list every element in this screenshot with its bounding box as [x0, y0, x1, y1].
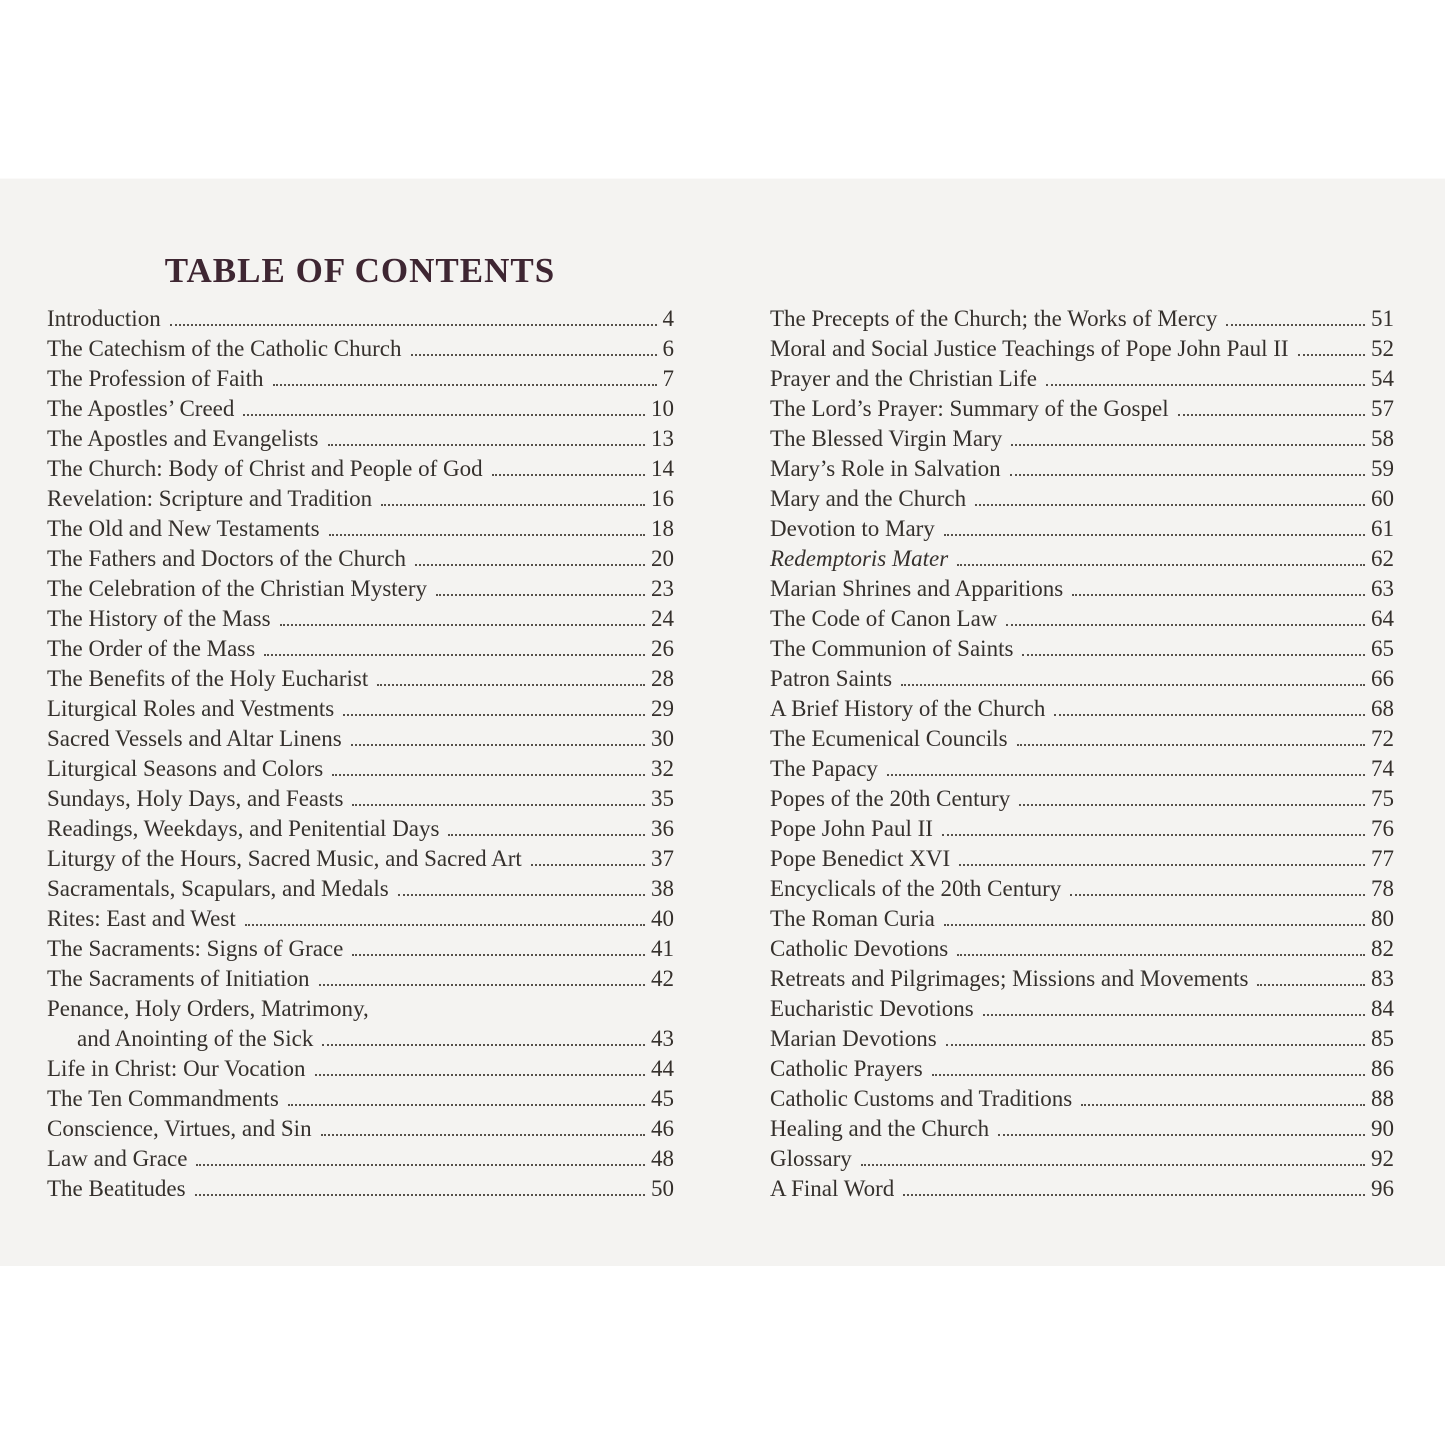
toc-entry — [770, 334, 1394, 364]
toc-entry-label: Rites: East and West — [47, 906, 236, 931]
dot-leader — [887, 774, 1365, 776]
toc-entry-label: Marian Devotions — [770, 1026, 937, 1051]
toc-entry-page: 48 — [651, 1146, 674, 1171]
toc-entry-page: 23 — [651, 576, 674, 601]
toc-entry-label: A Brief History of the Church — [770, 696, 1046, 721]
dot-leader — [196, 1164, 645, 1166]
toc-entry-page: 30 — [651, 726, 674, 751]
toc-entry-page: 82 — [1371, 936, 1394, 961]
toc-entry — [770, 424, 1394, 454]
toc-entry-label: The Fathers and Doctors of the Church — [47, 546, 406, 571]
toc-entry — [47, 724, 674, 754]
toc-entry — [770, 1054, 1394, 1084]
toc-entry-label: Eucharistic Devotions — [770, 996, 974, 1021]
toc-entry — [47, 874, 674, 904]
toc-entry-label: Moral and Social Justice Teachings of Pope John Paul II — [770, 336, 1289, 361]
toc-entry-label: The Order of the Mass — [47, 636, 256, 661]
toc-entry-page: 72 — [1371, 726, 1394, 751]
dot-leader — [170, 324, 657, 326]
toc-entry — [770, 544, 1394, 574]
toc-entry — [770, 664, 1394, 694]
toc-entry-label: The Roman Curia — [770, 906, 935, 931]
toc-entry — [770, 1084, 1394, 1114]
toc-entry — [770, 1024, 1394, 1054]
toc-entry — [770, 1144, 1394, 1174]
dot-leader — [492, 474, 645, 476]
toc-entry — [770, 1114, 1394, 1144]
toc-entry — [47, 334, 674, 364]
dot-leader — [903, 1194, 1365, 1196]
toc-entry-label: Mary and the Church — [770, 486, 967, 511]
dot-leader — [1070, 894, 1365, 896]
toc-entry — [770, 574, 1394, 604]
dot-leader — [959, 864, 1365, 866]
toc-entry-page: 46 — [651, 1116, 674, 1141]
toc-entry-label: The Lord’s Prayer: Summary of the Gospel — [770, 396, 1169, 421]
toc-entry — [770, 304, 1394, 334]
toc-entry — [770, 394, 1394, 424]
page-title: TABLE OF CONTENTS — [164, 251, 556, 290]
toc-entry-label: The Ten Commandments — [47, 1086, 279, 1111]
toc-right-column — [770, 304, 1394, 1204]
dot-leader — [1226, 324, 1365, 326]
toc-entry — [770, 634, 1394, 664]
toc-entry-page: 44 — [651, 1056, 674, 1081]
toc-entry-page: 66 — [1371, 666, 1394, 691]
toc-entry — [47, 754, 674, 784]
dot-leader — [322, 1044, 645, 1046]
toc-entry-label: Glossary — [770, 1146, 852, 1171]
toc-entry-label: Healing and the Church — [770, 1116, 990, 1141]
toc-entry-page: 83 — [1371, 966, 1394, 991]
toc-entry-label: The Papacy — [770, 756, 878, 781]
toc-entry-page: 75 — [1371, 786, 1394, 811]
toc-entry-label: The Catechism of the Catholic Church — [47, 336, 402, 361]
toc-entry-label: Introduction — [47, 306, 161, 331]
toc-entry-page: 80 — [1371, 906, 1394, 931]
toc-entry-label: Encyclicals of the 20th Century — [770, 876, 1062, 901]
toc-entry-page: 35 — [651, 786, 674, 811]
toc-entry-page: 60 — [1371, 486, 1394, 511]
toc-entry-label: A Final Word — [770, 1176, 895, 1201]
dot-leader — [957, 954, 1365, 956]
toc-entry-label: The Church: Body of Christ and People of God — [47, 456, 483, 481]
dot-leader — [944, 924, 1365, 926]
dot-leader — [1046, 384, 1365, 386]
dot-leader — [1010, 474, 1365, 476]
toc-entry-label: Redemptoris Mater — [770, 546, 949, 571]
toc-entry — [47, 664, 674, 694]
toc-entry-page: 85 — [1371, 1026, 1394, 1051]
toc-entry — [770, 844, 1394, 874]
toc-entry-label: The Code of Canon Law — [770, 606, 998, 631]
toc-entry-page: 41 — [651, 936, 674, 961]
toc-entry-page: 43 — [651, 1026, 674, 1051]
toc-entry-page: 96 — [1371, 1176, 1394, 1201]
toc-entry-page: 74 — [1371, 756, 1394, 781]
toc-entry-page: 40 — [651, 906, 674, 931]
toc-entry-page: 51 — [1371, 306, 1394, 331]
dot-leader — [377, 684, 645, 686]
dot-leader — [1178, 414, 1365, 416]
toc-entry-page: 62 — [1371, 546, 1394, 571]
toc-entry — [770, 364, 1394, 394]
toc-entry-page: 78 — [1371, 876, 1394, 901]
toc-entry — [47, 1174, 674, 1204]
toc-entry-page: 18 — [651, 516, 674, 541]
dot-leader — [932, 1074, 1365, 1076]
toc-entry-page: 36 — [651, 816, 674, 841]
toc-entry-label: Catholic Devotions — [770, 936, 949, 961]
toc-entry-label: Pope John Paul II — [770, 816, 933, 841]
dot-leader — [243, 414, 645, 416]
toc-entry — [47, 484, 674, 514]
toc-entry — [47, 964, 674, 994]
toc-entry-page: 57 — [1371, 396, 1394, 421]
toc-entry-page: 50 — [651, 1176, 674, 1201]
toc-entry — [47, 424, 674, 454]
dot-leader — [1006, 624, 1365, 626]
dot-leader — [861, 1164, 1365, 1166]
toc-entry-label: Revelation: Scripture and Tradition — [47, 486, 373, 511]
dot-leader — [381, 504, 645, 506]
toc-entry — [770, 454, 1394, 484]
toc-entry-label: Readings, Weekdays, and Penitential Days — [47, 816, 440, 841]
toc-entry-page: 29 — [651, 696, 674, 721]
dot-leader — [975, 504, 1365, 506]
toc-entry-page: 13 — [651, 426, 674, 451]
toc-entry-label: and Anointing of the Sick — [77, 1026, 314, 1051]
toc-entry — [770, 874, 1394, 904]
toc-entry-label: Sundays, Holy Days, and Feasts — [47, 786, 344, 811]
dot-leader — [942, 834, 1365, 836]
dot-leader — [415, 564, 645, 566]
toc-entry — [770, 514, 1394, 544]
dot-leader — [901, 684, 1365, 686]
toc-entry — [770, 964, 1394, 994]
dot-leader — [411, 354, 657, 356]
dot-leader — [1257, 984, 1365, 986]
toc-entry-label: Liturgical Roles and Vestments — [47, 696, 335, 721]
toc-entry-label: Sacred Vessels and Altar Linens — [47, 726, 342, 751]
toc-entry-label: Catholic Prayers — [770, 1056, 923, 1081]
dot-leader — [332, 774, 645, 776]
toc-entry — [770, 994, 1394, 1024]
toc-entry — [770, 784, 1394, 814]
toc-entry-page: 88 — [1371, 1086, 1394, 1111]
toc-entry — [770, 484, 1394, 514]
toc-entry-label: Liturgical Seasons and Colors — [47, 756, 324, 781]
toc-entry-label: Devotion to Mary — [770, 516, 935, 541]
dot-leader — [944, 534, 1365, 536]
toc-entry-label: Popes of the 20th Century — [770, 786, 1011, 811]
toc-entry-page: 4 — [662, 306, 674, 331]
dot-leader — [328, 444, 646, 446]
toc-left-column — [47, 304, 674, 1204]
dot-leader — [1054, 714, 1365, 716]
toc-entry — [47, 1024, 674, 1054]
dot-leader — [1072, 594, 1365, 596]
toc-entry-page: 68 — [1371, 696, 1394, 721]
toc-entry — [770, 904, 1394, 934]
toc-entry — [47, 1144, 674, 1174]
toc-entry-label: Pope Benedict XVI — [770, 846, 951, 871]
toc-entry-label: The Old and New Testaments — [47, 516, 320, 541]
toc-entry-page: 45 — [651, 1086, 674, 1111]
toc-entry — [47, 844, 674, 874]
toc-entry — [47, 394, 674, 424]
toc-entry-page: 63 — [1371, 576, 1394, 601]
toc-entry — [770, 724, 1394, 754]
toc-entry-label: Law and Grace — [47, 1146, 188, 1171]
toc-entry — [47, 304, 674, 334]
toc-entry-label: The Blessed Virgin Mary — [770, 426, 1003, 451]
toc-entry-page: 86 — [1371, 1056, 1394, 1081]
toc-entry-page: 59 — [1371, 456, 1394, 481]
dot-leader — [352, 804, 645, 806]
toc-entry-label: The Precepts of the Church; the Works of Mercy — [770, 306, 1218, 331]
dot-leader — [195, 1194, 645, 1196]
dot-leader — [398, 894, 645, 896]
toc-entry-page: 84 — [1371, 996, 1394, 1021]
toc-entry-page: 26 — [651, 636, 674, 661]
toc-entry — [770, 814, 1394, 844]
toc-entry — [47, 904, 674, 934]
toc-entry — [47, 1084, 674, 1114]
toc-entry — [47, 634, 674, 664]
toc-entry-page: 65 — [1371, 636, 1394, 661]
toc-entry-label: The Beatitudes — [47, 1176, 186, 1201]
dot-leader — [983, 1014, 1365, 1016]
toc-entry-page: 37 — [651, 846, 674, 871]
toc-entry-page: 64 — [1371, 606, 1394, 631]
toc-entry — [770, 1174, 1394, 1204]
toc-entry — [47, 994, 674, 1024]
toc-entry — [770, 754, 1394, 784]
toc-entry-label: The Apostles’ Creed — [47, 396, 235, 421]
toc-entry — [47, 1054, 674, 1084]
toc-entry — [47, 934, 674, 964]
toc-entry-label: The Celebration of the Christian Mystery — [47, 576, 428, 601]
dot-leader — [319, 984, 645, 986]
toc-entry-page: 38 — [651, 876, 674, 901]
toc-entry — [770, 604, 1394, 634]
dot-leader — [343, 714, 645, 716]
toc-entry-page: 54 — [1371, 366, 1394, 391]
toc-entry-page: 10 — [651, 396, 674, 421]
toc-entry — [47, 574, 674, 604]
dot-leader — [273, 384, 657, 386]
dot-leader — [1011, 444, 1365, 446]
toc-entry-page: 32 — [651, 756, 674, 781]
toc-entry-label: The Profession of Faith — [47, 366, 264, 391]
toc-entry-label: Life in Christ: Our Vocation — [47, 1056, 306, 1081]
toc-entry-page: 52 — [1371, 336, 1394, 361]
toc-entry — [770, 694, 1394, 724]
dot-leader — [1019, 804, 1365, 806]
toc-entry — [47, 544, 674, 574]
toc-entry-page: 61 — [1371, 516, 1394, 541]
toc-entry-label: Mary’s Role in Salvation — [770, 456, 1001, 481]
toc-entry-label: Conscience, Virtues, and Sin — [47, 1116, 312, 1141]
toc-entry — [47, 694, 674, 724]
toc-entry — [47, 454, 674, 484]
dot-leader — [998, 1134, 1365, 1136]
dot-leader — [957, 564, 1365, 566]
dot-leader — [531, 864, 645, 866]
toc-entry-label: Liturgy of the Hours, Sacred Music, and Sacred Art — [47, 846, 522, 871]
dot-leader — [352, 954, 645, 956]
toc-entry-page: 14 — [651, 456, 674, 481]
dot-leader — [245, 924, 645, 926]
toc-entry-label: Prayer and the Christian Life — [770, 366, 1037, 391]
toc-entry-label: The Sacraments: Signs of Grace — [47, 936, 344, 961]
toc-entry-label: Catholic Customs and Traditions — [770, 1086, 1073, 1111]
toc-entry-page: 28 — [651, 666, 674, 691]
dot-leader — [329, 534, 645, 536]
toc-entry-page: 92 — [1371, 1146, 1394, 1171]
toc-entry-page: 16 — [651, 486, 674, 511]
toc-entry-page: 77 — [1371, 846, 1394, 871]
dot-leader — [1081, 1104, 1365, 1106]
dot-leader — [436, 594, 645, 596]
dot-leader — [1298, 354, 1365, 356]
dot-leader — [351, 744, 645, 746]
dot-leader — [288, 1104, 645, 1106]
toc-entry-label: Marian Shrines and Apparitions — [770, 576, 1064, 601]
toc-entry-page: 90 — [1371, 1116, 1394, 1141]
dot-leader — [321, 1134, 645, 1136]
toc-entry — [47, 364, 674, 394]
toc-entry-page: 58 — [1371, 426, 1394, 451]
toc-entry-page: 76 — [1371, 816, 1394, 841]
toc-entry-label: Retreats and Pilgrimages; Missions and Movements — [770, 966, 1249, 991]
toc-entry-label: The Communion of Saints — [770, 636, 1014, 661]
dot-leader — [448, 834, 645, 836]
toc-entry — [47, 814, 674, 844]
toc-entry — [47, 784, 674, 814]
toc-entry — [47, 514, 674, 544]
dot-leader — [946, 1044, 1365, 1046]
toc-entry-label: Patron Saints — [770, 666, 893, 691]
toc-entry-label: The History of the Mass — [47, 606, 271, 631]
toc-entry-label: Penance, Holy Orders, Matrimony, — [47, 996, 369, 1021]
toc-entry — [47, 1114, 674, 1144]
toc-entry-page: 6 — [662, 336, 674, 361]
toc-entry-label: The Ecumenical Councils — [770, 726, 1008, 751]
toc-entry-label: The Sacraments of Initiation — [47, 966, 310, 991]
toc-entry-page: 24 — [651, 606, 674, 631]
toc-entry-page: 7 — [662, 366, 674, 391]
dot-leader — [264, 654, 645, 656]
toc-entry-page: 20 — [651, 546, 674, 571]
toc-entry — [770, 934, 1394, 964]
toc-entry — [47, 604, 674, 634]
toc-entry-label: The Apostles and Evangelists — [47, 426, 319, 451]
toc-entry-label: Sacramentals, Scapulars, and Medals — [47, 876, 389, 901]
dot-leader — [1017, 744, 1365, 746]
toc-entry-page: 42 — [651, 966, 674, 991]
dot-leader — [315, 1074, 645, 1076]
toc-entry-label: The Benefits of the Holy Eucharist — [47, 666, 369, 691]
dot-leader — [1022, 654, 1365, 656]
dot-leader — [280, 624, 645, 626]
